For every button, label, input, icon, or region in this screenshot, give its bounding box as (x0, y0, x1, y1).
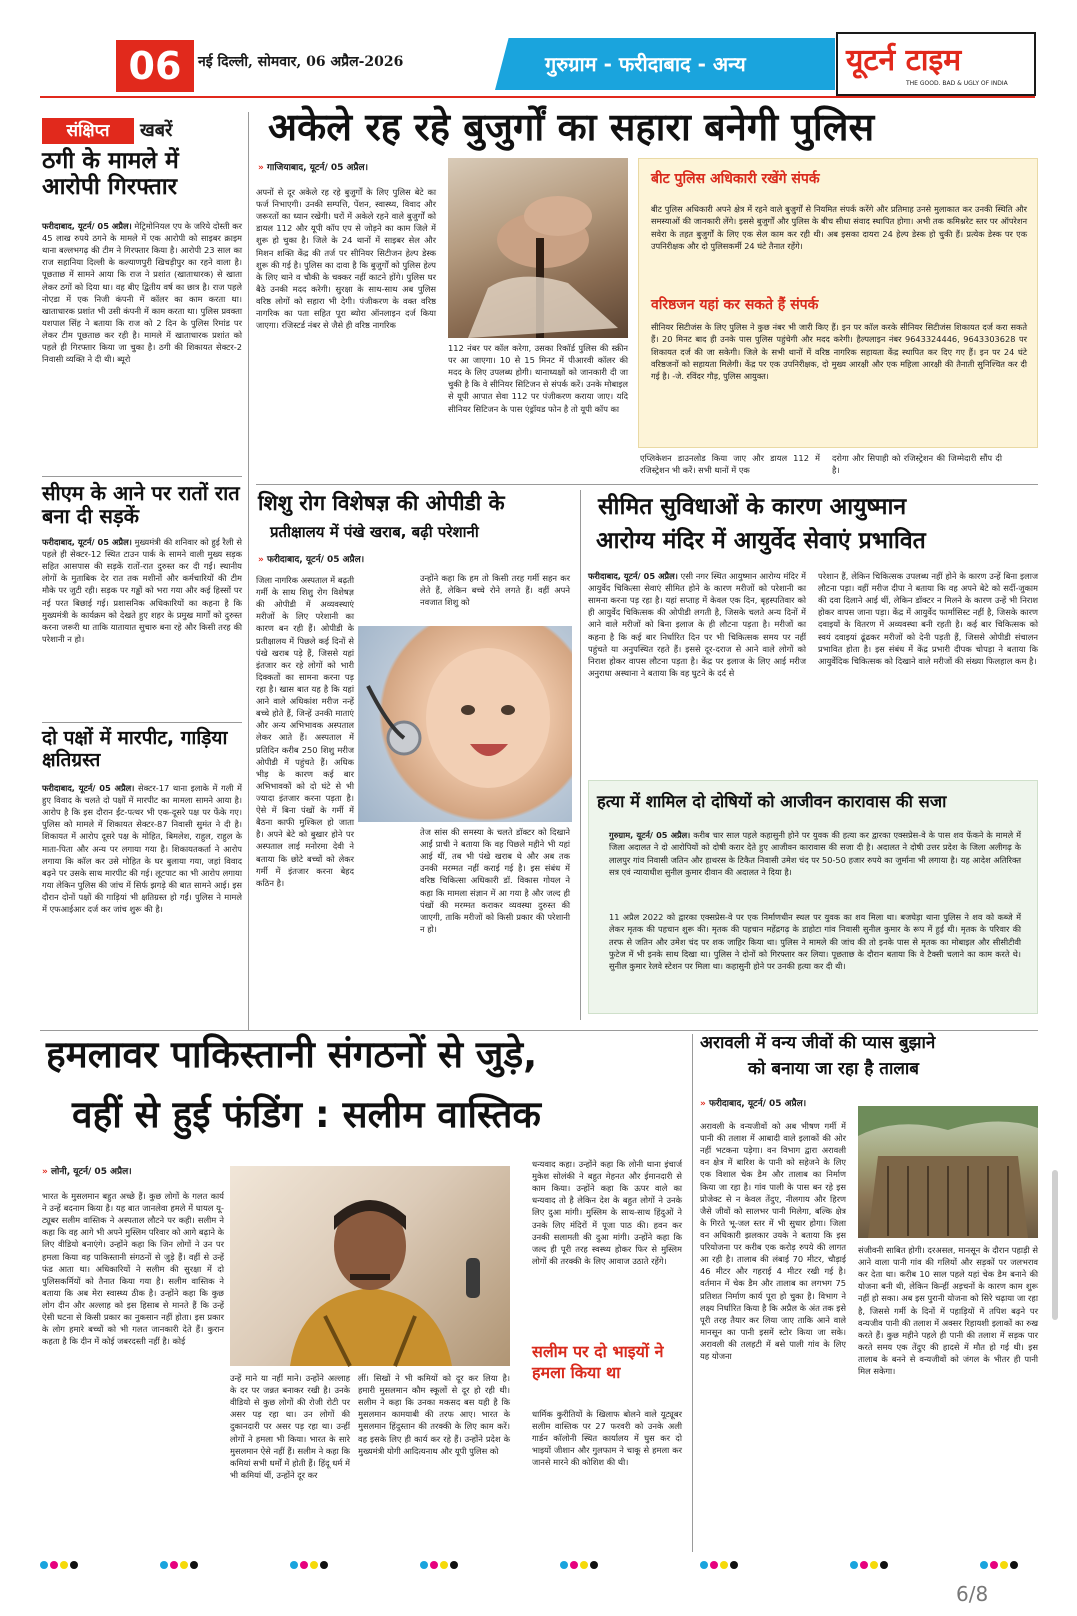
scrollbar-thumb[interactable] (1052, 1170, 1058, 1320)
saleem-column-4-top: धन्यवाद कहा। उन्होंने कहा कि लोनी थाना इंचार्ज मुकेश सोलंकी ने बहुत मेहनत और ईमानदारी से काम किया। उन्होंने कहा कि ऊपर वाले का धन्यवाद तो है लेकिन देश के बहुत लोगों ने उनके लिए दुआ मांगी। मुस्लिम के साथ-साथ हिंदुओं ने उनके लिए मंदिरों में पूजा पाठ की। हवन कर उनकी सलामती की दुआ मांगी। उन्होंने कहा कि जल्द ही पूरी तरह स्वस्थ्य होकर फिर से मुस्लिम लोगों की तरक्की के लिए आवाज उठाते रहेंगे। (532, 1159, 682, 1266)
opd-headline-line1: शिशु रोग विशेषज्ञ की ओपीडी के (258, 491, 505, 515)
murder-body-1: करीब चार साल पहले कहासुनी होने पर युवक की हत्या कर द्वारका एक्सप्रेस-वे के पास शव फेंकने के मामले में जिला अदालत ने दो आरोपियों को दोषी करार देते हुए आजीवन कारावास की सजा दी है। अदालत ने दोषी उत्तर प्रदेश के जिला अलीगढ़ के लालपुर गांव निवासी जतिन और हाथरस के टिकैत निवासी उमेश चंद पर 50-50 हजार रुपये का जुर्माना भी लगाया है। यह आदेश अतिरिक्त सत्र एवं न्यायाधीश सुनील कुमार दीवान की अदालत ने दिया है। (609, 830, 1022, 877)
brief-1-byline: फरीदाबाद, यूटर्न/ 05 अप्रैल। (42, 221, 132, 231)
brief-2-headline: सीएम के आने पर रातों रात बना दी सड़कें (42, 481, 240, 528)
aravali-column-2: संजीवनी साबित होगी। दरअसल, मानसून के दौरान पहाड़ी से आने वाला पानी गांव की गलियों और सड़कों पर जलभराव कर देता था। करीब 10 साल पहले यहां चेक डैम बनाने की योजना बनी थी, लेकिन किन्हीं अड़चनों के कारण काम शुरू नहीं हो सका। अब इस पुरानी योजना को सिरे चढ़ाया जा रहा है, जिससे गर्मी के दिनों में पहाड़ियों में तपिश बढ़ने पर वन्यजीव पानी की तलाश में अक्सर रिहायशी इलाकों का रुख करते हैं। कुछ महीने पहले ही पानी की तलाश में सड़क पार करते समय एक तेंदुए की हादसे में मौत हो गई थी। इस तालाब के बनने से वन्यजीवों को जंगल के भीतर ही पानी मिल सकेगा। (858, 1245, 1038, 1377)
section-divider (40, 1030, 1038, 1031)
brief-1-body (42, 220, 242, 472)
lead-tail-1: एप्लिकेशन डाउनलोड किया जाए और डायल 112 में रजिस्ट्रेशन भी करें। सभी थानों में एक (640, 453, 820, 476)
lead-column-1: अपनों से दूर अकेले रह रहे बुजुर्गों के लिए पुलिस बेटे का फर्ज निभाएगी। उनकी सम्पत्ति, पेंशन, स्वास्थ्य, विवाद और जरूरतों का ध्यान रखेगी। घरों में अकेले रहने वाले बुजुर्गों को डायल 112 और यूपी कॉप एप से जोड़ने का काम जिले में शुरू हो चुका है। जिले के 24 थानों में साइबर सेल और मिशन शक्ति केंद्र की तर्ज पर सीनियर सिटीजन हेल्प डेस्क शुरू की गई है। पुलिस का दावा है कि बुजुर्गों को पुलिस हेल्प के लिए थाने व चौकी के चक्कर नहीं काटने होंगे। पुलिस घर बैठे उनकी मदद करेगी। सुरक्षा के साथ-साथ अब पुलिस वरिष्ठ लोगों को सहारा भी देगी। पंजीकरण के वक्त वरिष्ठ नागरिक का पता सहित पूरा ब्योरा ऑनलाइन दर्ज किया जाएगा। रजिस्टर्ड नंबर से जैसे ही वरिष्ठ नागरिक (256, 187, 436, 331)
aravali-headline-line2: को बनाया जा रहा है तालाब (748, 1059, 920, 1079)
saleem-pull-quote: सलीम पर दो भाइयों ने हमला किया था (532, 1342, 664, 1382)
saleem-column-1: भारत के मुसलमान बहुत अच्छे हैं। कुछ लोगों के गलत कार्य ने उन्हें बदनाम किया है। यह बात जानलेवा हमले में घायल यू-ट्यूबर सलीम वास्तिक ने अस्पताल लौटने पर कही। सलीम ने कहा कि वह आगे भी अपने मुस्लिम परिवार को आगे बढ़ाने के लिए वीडियो बनाएंगे। उन्होंने कहा कि जिन लोगों ने उन पर हमला किया वह पाकिस्तानी संगठनों से जुड़े हैं। वहीं से उन्हें फंड आता था। अधिकारियों ने सलीम की सुरक्षा में दो पुलिसकर्मियों को तैनात किया गया है। सलीम वास्तिक ने बताया कि अब मेरा स्वास्थ्य ठीक है। उन्होंने कहा कि कुछ लोग दीन और अल्लाह को इस हिसाब से मानते हैं कि उन्हें ऐसी घटना से किसी प्रकार का नुकसान नहीं होता। इस प्रकार के लोग हमारे बच्चों को भी गलत जानकारी देते हैं। कुरान कहता है कि दीन में कोई जबरदस्ती नहीं है। कोई (42, 1191, 224, 1347)
brief-3-body (42, 782, 242, 1028)
color-registration-marks (420, 1554, 460, 1564)
ayushman-byline: फरीदाबाद, यूटर्न/ 05 अप्रैल। (588, 571, 678, 581)
opd-column-1b (256, 824, 406, 1020)
brief-2-text: मुख्यमंत्री की शनिवार को हुई रैली से पहले ही सेक्टर-12 स्थित टाउन पार्क के सामने वाली मुख्य सड़क सहित आसपास की सड़कें रातों-रात दुरुस्त कर दी गईं। स्थानीय लोगों के मुताबिक देर रात तक मशीनों और कर्मचारियों की टीम मौके पर जुटी रही। सड़क पर गड्ढों को भरा गया और कई हिस्सों पर नई परत बिछाई गई। प्रशासनिक अधिकारियों का कहना है कि मुख्यमंत्री के कार्यक्रम को देखते हुए शहर के प्रमुख मार्गों को दुरुस्त करना जरूरी था ताकि यातायात सुचारु बना रहे और किसी तरह की परेशानी न हो। (42, 537, 243, 644)
saleem-column-3: लीं। सिखों ने भी कमियों को दूर कर लिया है। हमारी मुसलमान कौम स्कूलों से दूर हो रही थी। सलीम ने कहा कि उनका मकसद बस यही है कि मुसलमान कामयाबी की तरफ आए। भारत के मुसलमान हिंदुस्तान की तरक्की के लिए काम करें। वह इसके लिए ही कार्य कर रहे हैं। उन्होंने प्रदेश के मुख्यमंत्री योगी आदित्यनाथ और यूपी पुलिस को (358, 1373, 510, 1456)
construction-site-illustration (858, 1106, 1038, 1238)
brief-3-headline: दो पक्षों में मारपीट, गाड़िया क्षतिग्रस्त (42, 727, 228, 771)
opd-column-2-top: उन्होंने कहा कि हम तो किसी तरह गर्मी सहन कर लेते हैं, लेकिन बच्चे रोने लगते हैं। वहीं अपने नवजात शिशु को (420, 573, 570, 608)
brief-3-text: सेक्टर-17 थाना इलाके में गली में हुए विवाद के चलते दो पक्षों में मारपीट का मामला सामने आया है। आरोप है कि इस दौरान ईंट-पत्थर भी एक-दूसरे पक्ष पर फेंके गए। पुलिस को मामले में शिकायत सेक्टर-87 निवासी सुमंत ने दी है। शिकायत में आरोप दूसरे पक्ष के मोहित, बिमलेश, राहुल, राहुल के माता-पिता और अन्य पर लगाया गया है। शिकायतकर्ता ने आरोप लगाया कि कॉल कर उसे मोहित के घर बुलाया गया, जहां विवाद बढ़ने पर उसके साथ मारपीट की गई। लूटपाट का भी आरोप लगाया गया लेकिन पुलिस की जांच में सिर्फ झगड़े की बात सामने आई। इस दौरान दोनों पक्षों की गाड़ियां भी क्षतिग्रस्त हो गईं। पुलिस ने मामले में एफआईआर दर्ज कर जांच शुरू की है। (42, 783, 243, 915)
brief-1-text: मेट्रिमोनियल एप के जरिये दोस्ती कर 45 लाख रुपये ठगने के मामले में एक आरोपी को साइबर क्राइम थाना बल्लभगढ़ की टीम ने गिरफ्तार किया है। आरोपी 23 साल का राज सहानिया दिल्ली के कल्याणपुरी खिचड़ीपुर का रहने वाला है। पूछताछ में सामने आया कि राज ने प्रशांत (खाताधारक) से खाता लेकर ठगों को दिया था। वह बीए द्वितीय वर्ष का छात्र है। राज पहले नोएडा में एक निजी कंपनी में कॉलर का काम करता था। खाताधारक प्रशांत भी उसी कंपनी में काम करता था। पुलिस प्रवक्ता यशपाल सिंह ने बताया कि राज को 2 दिन के पुलिस रिमांड पर लेकर टीम पूछताछ कर रही है। मामले में खाताधारक प्रशांत को पहले ही गिरफ्तार किया जा चुका है। ठगी की शिकायत सेक्टर-2 निवासी व्यक्ति ने दी थी। ब्यूरो (42, 221, 243, 365)
murder-headline: हत्या में शामिल दो दोषियों को आजीवन कारावास की सजा (597, 792, 947, 811)
man-portrait-illustration (230, 1166, 510, 1366)
lead-column-2: 112 नंबर पर कॉल करेगा, उसका रिकॉर्ड पुलिस की स्क्रीन पर आ जाएगा। 10 से 15 मिनट में पीआरवी कॉलर की मदद के लिए उपलब्ध होगी। थानाध्यक्षों को जानकारी दी जा चुकी है कि वे सीनियर सिटिजन से संपर्क करें। उनके मोबाइल से यूपी आपात सेवा 112 पर पंजीकरण कराया जाए। यदि सीनियर सिटिजन के पास एंड्रॉयड फोन है तो यूपी कॉप का (448, 343, 628, 414)
color-registration-marks (40, 1554, 80, 1564)
masthead (0, 0, 1077, 104)
murder-text-2: 11 अप्रैल 2022 को द्वारका एक्सप्रेस-वे पर एक निर्माणधीन स्थल पर युवक का शव मिला था। बजघेड़ा थाना पुलिस ने शव को कब्जे में लेकर मृतक की पहचान शुरू की। मृतक की पहचान महेंद्रगढ़ के डाहोटा गांव निवासी सुनील कुमार के रूप में हुई थी। मृतक के परिवार की तरफ से जतिन और उमेश चंद पर शक जाहिर किया था। पुलिस ने मामले की जांच की तो इनके पास से मृतक का मोबाइल और सीसीटीवी फुटेज में भी इनके साथ दिखा था। पुलिस ने दोनों को गिरफ्तार कर लिया। पूछताछ के दौरान बताया कि वे टैक्सी चलाने का काम करते थे। सुनील कुमार रेलवे स्टेशन पर मिला था। कहासुनी होने पर उनकी हत्या कर दी थी। (609, 912, 1021, 972)
section-divider (256, 484, 1038, 485)
brief-2-body (42, 536, 242, 718)
color-registration-marks (700, 1554, 740, 1564)
color-registration-marks (160, 1554, 200, 1564)
murder-text-1 (609, 829, 1021, 909)
brief-2-byline: फरीदाबाद, यूटर्न/ 05 अप्रैल। (42, 537, 132, 547)
saleem-column-4-bottom: धार्मिक कुरीतियों के खिलाफ बोलने वाले यूट्यूबर सलीम वास्तिक पर 27 फरवरी को उनके अली गार्डन कॉलोनी स्थित कार्यालय में घुस कर दो भाइयों जीशान और गुलफाम ने चाकू से हमला कर जानसे मारने की कोशिश की थी। (532, 1409, 682, 1468)
header-rule (40, 96, 1035, 98)
saleem-photo (230, 1166, 510, 1366)
color-registration-marks (290, 1554, 330, 1564)
brief-1-headline: ठगी के मामले में आरोपी गिरफ्तार (42, 148, 179, 201)
opd-headline-line2: प्रतीक्षालय में पंखे खराब, बढ़ी परेशानी (270, 523, 479, 541)
lead-tail-2: दरोगा और सिपाही को रजिस्ट्रेशन की जिम्मेदारी सौंप दी है। (832, 453, 1002, 476)
brief-3-byline: फरीदाबाद, यूटर्न/ 05 अप्रैल। (42, 783, 135, 793)
color-registration-marks (560, 1554, 600, 1564)
box-subhead-1: बीट पुलिस अधिकारी रखेंगे संपर्क (651, 171, 820, 187)
brief-divider (42, 476, 242, 477)
ayushman-column-1 (588, 570, 806, 774)
column-rule (248, 112, 249, 1030)
box-text-2: सीनियर सिटीजंस के लिए पुलिस ने कुछ नंबर भी जारी किए हैं। इन पर कॉल करके सीनियर सिटीजंस शिकायत दर्ज करा सकते हैं। 20 मिनट बाद ही उनके पास पुलिस पहुंचेगी और मदद करेगी। हैल्पलाइन नंबर 9643324446, 9643303628 पर शिकायत दर्ज की जा सकेगी। जिले के सभी थानों में वरिष्ठ नागरिक सहायता केंद्र स्थापित कर दिए गए हैं। इन पर 24 घंटे वरिष्ठजनों को सहायता मिलेगी। केंद्र पर एक उपनिरीक्षक, दो मुख्य आरक्षी और एक महिला आरक्षी की तैनाती सुनिश्चित कर दी गई है। -जे. रविंदर गौड़, पुलिस आयुक्त। (651, 322, 1027, 382)
saleem-dateline: » लोनी, यूटर्न/ 05 अप्रैल। (42, 1164, 132, 1177)
briefs-label (42, 118, 248, 144)
page-indicator: 6/8 (956, 1582, 989, 1606)
color-registration-marks (850, 1554, 890, 1564)
lead-headline: अकेले रह रहे बुजुर्गों का सहारा बनेगी पुलिस (268, 105, 875, 149)
aravali-column-1: अरावली के वन्यजीवों को अब भीषण गर्मी में पानी की तलाश में आबादी वाले इलाकों की ओर नहीं भटकना पड़ेगा। वन विभाग द्वारा अरावली वन क्षेत्र में बारिश के पानी को सहेजने के लिए एक विशाल चेक डैम और तालाब का निर्माण किया जा रहा है। गांव पाली के पास बन रहे इस प्रोजेक्ट से न केवल तेंदुए, नीलगाय और हिरण जैसे जीवों को सालभर पानी मिलेगा, बल्कि क्षेत्र के गिरते भू-जल स्तर में भी सुधार होगा। जिला वन अधिकारी झलकार उयके ने बताया कि इस परियोजना पर करीब एक करोड़ रुपये की लागत आ रही है। तालाब की लंबाई 70 मीटर, चौड़ाई 46 मीटर और गहराई 4 मीटर रखी गई है। वर्तमान में चेक डैम और तालाब का लगभग 75 प्रतिशत निर्माण कार्य पूरा हो चुका है। विभाग ने लक्ष्य निर्धारित किया है कि अप्रैल के अंत तक इसे पूरी तरह तैयार कर लिया जाए ताकि आने वाले मानसून का पानी इसमें स्टोर किया जा सके। अरावली की तलहटी में बसे पाली गांव के लिए यह योजना (700, 1121, 846, 1362)
brief-divider (42, 722, 242, 723)
opd-column-2-bottom: तेज सांस की समस्या के चलते डॉक्टर को दिखाने आईं प्राची ने बताया कि वह पिछले महीने भी यहां आई थीं, तब भी पंखे खराब थे और अब तक उनकी मरम्मत नहीं कराई गई है। इस संबंध में वरिष्ठ चिकित्सा अधिकारी डॉ. विकास गोयल ने कहा कि मामला संज्ञान में आ गया है और जल्द ही पंखों की मरम्मत कराकर व्यवस्था दुरुस्त की जाएगी, ताकि मरीजों को किसी प्रकार की परेशानी न हो। (420, 827, 570, 934)
aravali-dateline: » फरीदाबाद, यूटर्न/ 05 अप्रैल। (700, 1096, 806, 1109)
column-rule (580, 490, 581, 1020)
saleem-headline-line2: वहीं से हुई फंडिंग : सलीम वास्तिक (72, 1093, 541, 1136)
column-rule (692, 1034, 693, 1552)
logo-tagline: THE GOOD. BAD & UGLY OF INDIA (906, 80, 1008, 87)
issue-dateline: नई दिल्ली, सोमवार, 06 अप्रैल-2026 (198, 54, 404, 70)
ayushman-headline-line1: सीमित सुविधाओं के कारण आयुष्मान (598, 494, 907, 520)
saleem-headline-line1: हमलावर पाकिस्तानी संगठनों से जुड़े, (46, 1033, 538, 1076)
murder-byline: गुरुग्राम, यूटर्न/ 05 अप्रैल। (609, 830, 691, 840)
baby-illustration (358, 626, 572, 822)
newspaper-logo: यूटर्न टाइम (846, 43, 962, 78)
section-label: गुरुग्राम - फरीदाबाद - अन्य (545, 52, 746, 76)
aravali-headline-line1: अरावली में वन्य जीवों की प्यास बुझाने (700, 1033, 936, 1053)
briefs-label-black: खबरें (140, 120, 173, 141)
box-subhead-2: वरिष्ठजन यहां कर सकते हैं संपर्क (651, 297, 819, 313)
briefs-label-red: संक्षिप्त (42, 118, 134, 144)
pond-construction-photo (858, 1106, 1038, 1238)
walking-stick-illustration (448, 158, 628, 338)
elderly-hands-photo (448, 158, 628, 338)
lead-info-box (638, 158, 1038, 448)
lead-dateline: » गाजियाबाद, यूटर्न/ 05 अप्रैल। (258, 160, 368, 173)
ayushman-text-1: एसी नगर स्थित आयुष्मान आरोग्य मंदिर में आयुर्वेद चिकित्सा सेवाएं सीमित होने के कारण मरीजों को परेशानी का सामना करना पड़ रहा है। यहां सप्ताह में केवल एक दिन, बृहस्पतिवार को ही आयुर्वेद चिकित्सक की ओपीडी लगती है, जिसके चलते अन्य दिनों में आने वाले मरीजों को बिना इलाज के ही लौटना पड़ता है। मरीजों का कहना है कि कई बार निर्धारित दिन पर भी चिकित्सक समय पर नहीं पहुंचते या अनुपस्थित रहते हैं। इससे दूर-दराज से आने वाले लोगों को निराश होकर वापस लौटना पड़ता है। केंद्र पर इलाज के लिए आई मरीज अनुराधा अस्थाना ने बताया कि वह घुटने के दर्द से (588, 571, 807, 678)
opd-dateline: » फरीदाबाद, यूटर्न/ 05 अप्रैल। (258, 552, 364, 565)
murder-story-box (588, 780, 1038, 1014)
ayushman-headline-line2: आरोग्य मंदिर में आयुर्वेद सेवाएं प्रभावित (596, 528, 926, 554)
box-text-1: बीट पुलिस अधिकारी अपने क्षेत्र में रहने वाले बुजुर्गों से नियमित संपर्क करेंगे और प्रतिमाह उनसे मुलाकात कर उनकी स्थिति और समस्याओं की जानकारी लेंगे। इससे बुजुर्गों और पुलिस के बीच सीधा संवाद स्थापित होगा। अभी तक कमिश्नरेट स्तर पर ऑपरेशन सवेरा के तहत बुजुर्गों के लिए एक सेल काम कर रही थी। अब इसका दायरा 24 हेल्प डेस्क हो चुकी हैं। प्रत्येक डेस्क पर एक उपनिरीक्षक और दो पुलिसकर्मी 24 घंटे तैनात रहेंगे। (651, 204, 1027, 251)
page-number: 06 (116, 40, 194, 92)
baby-photo (358, 626, 572, 822)
color-registration-marks (980, 1554, 1020, 1564)
ayushman-column-2: परेशान हैं, लेकिन चिकित्सक उपलब्ध नहीं होने के कारण उन्हें बिना इलाज लौटना पड़ा। वहीं मरीज दीपा ने बताया कि वह अपने बेटे को सर्दी-जुकाम की दवा दिलाने आई थीं, लेकिन डॉक्टर न मिलने के कारण उन्हें भी निराश होकर वापस जाना पड़ा। केंद्र में आयुर्वेद फार्मासिस्ट नहीं है, जिसके कारण दवाइयों के वितरण में अव्यवस्था बनी रहती है। कई बार चिकित्सक को स्वयं दवाइयां ढूंढकर मरीजों को देनी पड़ती हैं, जिससे ओपीडी संचालन प्रभावित होता है। इस संबंध में केंद्र प्रभारी दीपक चोपड़ा ने बताया कि आयुर्वेदिक चिकित्सक को दिखाने वाले मरीजों की संख्या फिलहाल कम है। (818, 571, 1038, 666)
saleem-column-2: उन्हें माने या नहीं माने। उन्होंने अल्लाह के दर पर जन्नत बनाकर रखी है। उनके वीडियो से कुछ लोगों की रोजी रोटी पर असर पड़ रहा था। उन लोगों की दुकानदारी पर असर पड़ रहा था। उन्हीं लोगों ने हमला भी किया। भारत के सारे मुसलमान ऐसे नहीं हैं। सलीम ने कहा कि कमियां सभी धर्मों में होती हैं। हिंदू धर्म में भी कमियां थीं, उन्होंने दूर कर (230, 1373, 350, 1480)
opd-column-1a: जिला नागरिक अस्पताल में बढ़ती गर्मी के साथ शिशु रोग विशेषज्ञ की ओपीडी में अव्यवस्थाएं मरीजों के लिए परेशानी का कारण बन रही हैं। ओपीडी के प्रतीक्षालय में पिछले कई दिनों से पंखे खराब पड़े हैं, जिससे यहां इंतजार कर रहे लोगों को भारी दिक्कतों का सामना करना पड़ रहा है। खास बात यह है कि यहां आने वाले अधिकांश मरीज नन्हें बच्चे होते हैं, जिन्हें उनकी माताएं और अन्य अभिभावक अस्पताल लेकर आते हैं। अस्पताल में प्रतिदिन करीब 250 शिशु मरीज ओपीडी में पहुंचते हैं। अधिक भीड़ के कारण कई बार अभिभावकों को दो घंटे से भी ज्यादा इंतजार करना पड़ता है। ऐसे में बिना पंखों के गर्मी में बैठना काफी मुश्किल हो जाता है। अपने बेटे को बुखार होने पर अस्पताल लाई मनोरमा देवी ने बताया कि छोटे बच्चों को लेकर गर्मी में इंतजार करना बेहद कठिन है। (256, 575, 354, 888)
